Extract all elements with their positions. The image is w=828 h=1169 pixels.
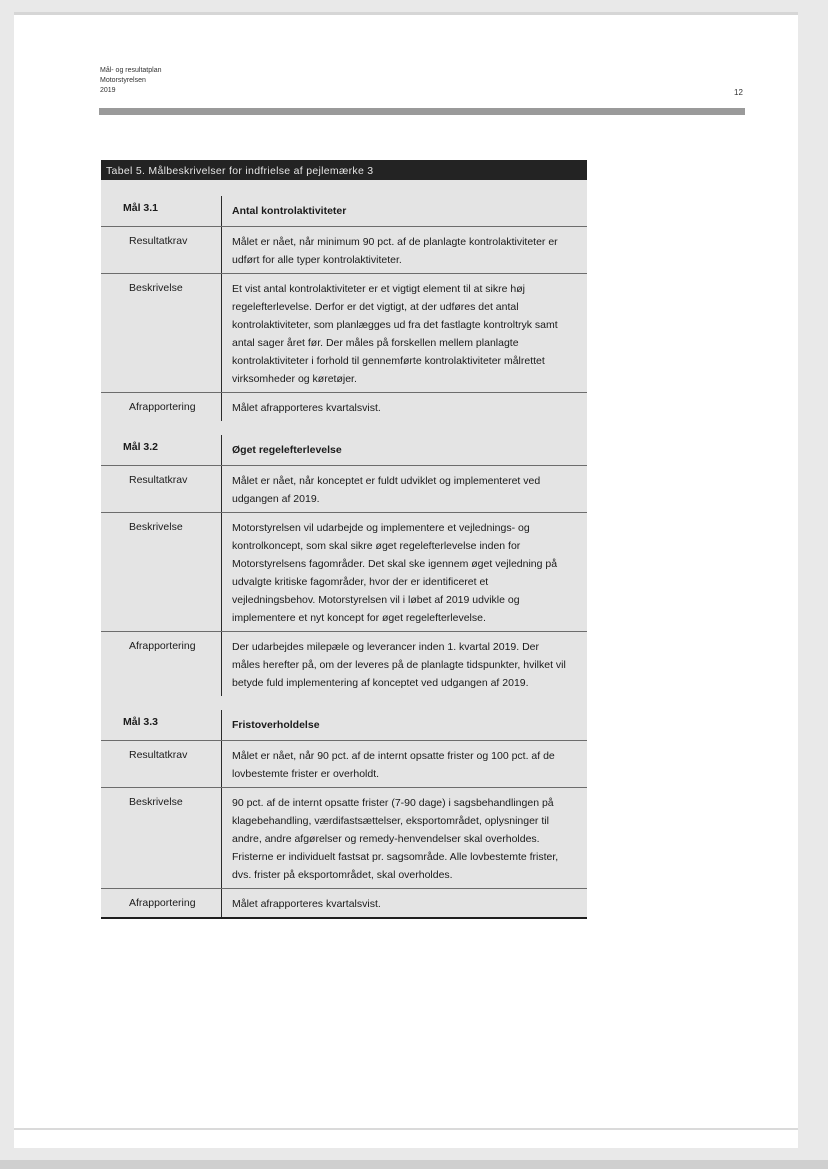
goal-label: Mål 3.1 xyxy=(123,202,159,214)
table-row xyxy=(101,631,587,696)
goal-header-row xyxy=(101,435,587,465)
goal-title: Øget regelefterlevelse xyxy=(221,435,587,465)
row-text: 90 pct. af de internt opsatte frister (7-90 dage) i sagsbehandlingen på klagebehandling, værdifastsættelser, eksportområdet, oplysninger til andre, andre afgørelser og remedy-henvendelser skal overholdes. Fristerne er individuelt fastsat pr. sagsområde. Alle lovbestemte frister, dvs. frister på eksportområdet, skal overholdes. xyxy=(221,788,587,888)
row-text: Motorstyrelsen vil udarbejde og implementere et vejlednings- og kontrolkoncept, som skal sikre øget regelefterlevelse inden for Motorstyrelsens fagområder. Det skal ske igennem øget vejledning på udvalgte kritiske fagområder, hvor der er identificeret et vejledningsbehov. Motorstyrelsen vil i løbet af 2019 udvikle og implementere et nyt koncept for øget regelefterlevelse. xyxy=(221,513,587,631)
goal-label: Mål 3.3 xyxy=(123,716,159,728)
row-text: Der udarbejdes milepæle og leverancer inden 1. kvartal 2019. Der måles herefter på, om der leveres på de planlagte tidspunkter, hvilket vil betyde fuld implementering af konceptet ved udgangen af 2019. xyxy=(221,632,587,696)
table-row xyxy=(101,465,587,512)
row-text: Målet afrapporteres kvartalsvist. xyxy=(221,393,587,421)
row-label: Beskrivelse xyxy=(129,282,183,294)
goal-label: Mål 3.2 xyxy=(123,441,159,453)
header-line-1: Mål- og resultatplan xyxy=(100,67,162,74)
row-label: Beskrivelse xyxy=(129,521,183,533)
bottom-rule xyxy=(14,1128,798,1130)
row-label: Afrapportering xyxy=(129,401,196,413)
row-text: Målet er nået, når minimum 90 pct. af de planlagte kontrolaktiviteter er udført for alle typer kontrolaktiviteter. xyxy=(221,227,587,273)
goal-table xyxy=(101,160,587,919)
row-label: Afrapportering xyxy=(129,897,196,909)
footer-band xyxy=(0,1160,828,1169)
table-row xyxy=(101,512,587,631)
table-row xyxy=(101,740,587,787)
document-header xyxy=(100,66,161,96)
row-label: Resultatkrav xyxy=(129,235,188,247)
goal-header-row xyxy=(101,196,587,226)
top-rule xyxy=(14,12,798,15)
table-row xyxy=(101,226,587,273)
goal-title: Fristoverholdelse xyxy=(221,710,587,740)
row-label: Resultatkrav xyxy=(129,749,188,761)
row-text: Målet afrapporteres kvartalsvist. xyxy=(221,889,587,917)
row-text: Et vist antal kontrolaktiviteter er et vigtigt element til at sikre høj regelefterlevelse. Derfor er det vigtigt, at der udføres det antal kontrolaktiviteter, som planlægges ud fra det fastlagte kontroltryk samt antal sager året før. Der måles på forskellen mellem planlagte kontrolaktiviteter i forhold til gennemførte kontrolaktiviteter målrettet virksomheder og køretøjer. xyxy=(221,274,587,392)
header-divider-bar xyxy=(99,108,745,115)
row-label: Resultatkrav xyxy=(129,474,188,486)
header-line-3: 2019 xyxy=(100,87,116,94)
page-number: 12 xyxy=(734,88,743,97)
table-caption: Tabel 5. Målbeskrivelser for indfrielse af pejlemærke 3 xyxy=(101,160,587,180)
row-label: Beskrivelse xyxy=(129,796,183,808)
table-row xyxy=(101,392,587,421)
row-label: Afrapportering xyxy=(129,640,196,652)
goal-title: Antal kontrolaktiviteter xyxy=(221,196,587,226)
header-line-2: Motorstyrelsen xyxy=(100,77,146,84)
goal-header-row xyxy=(101,710,587,740)
row-text: Målet er nået, når konceptet er fuldt udviklet og implementeret ved udgangen af 2019. xyxy=(221,466,587,512)
table-row xyxy=(101,888,587,919)
row-text: Målet er nået, når 90 pct. af de internt opsatte frister og 100 pct. af de lovbestemte frister er overholdt. xyxy=(221,741,587,787)
table-row xyxy=(101,787,587,888)
table-row xyxy=(101,273,587,392)
